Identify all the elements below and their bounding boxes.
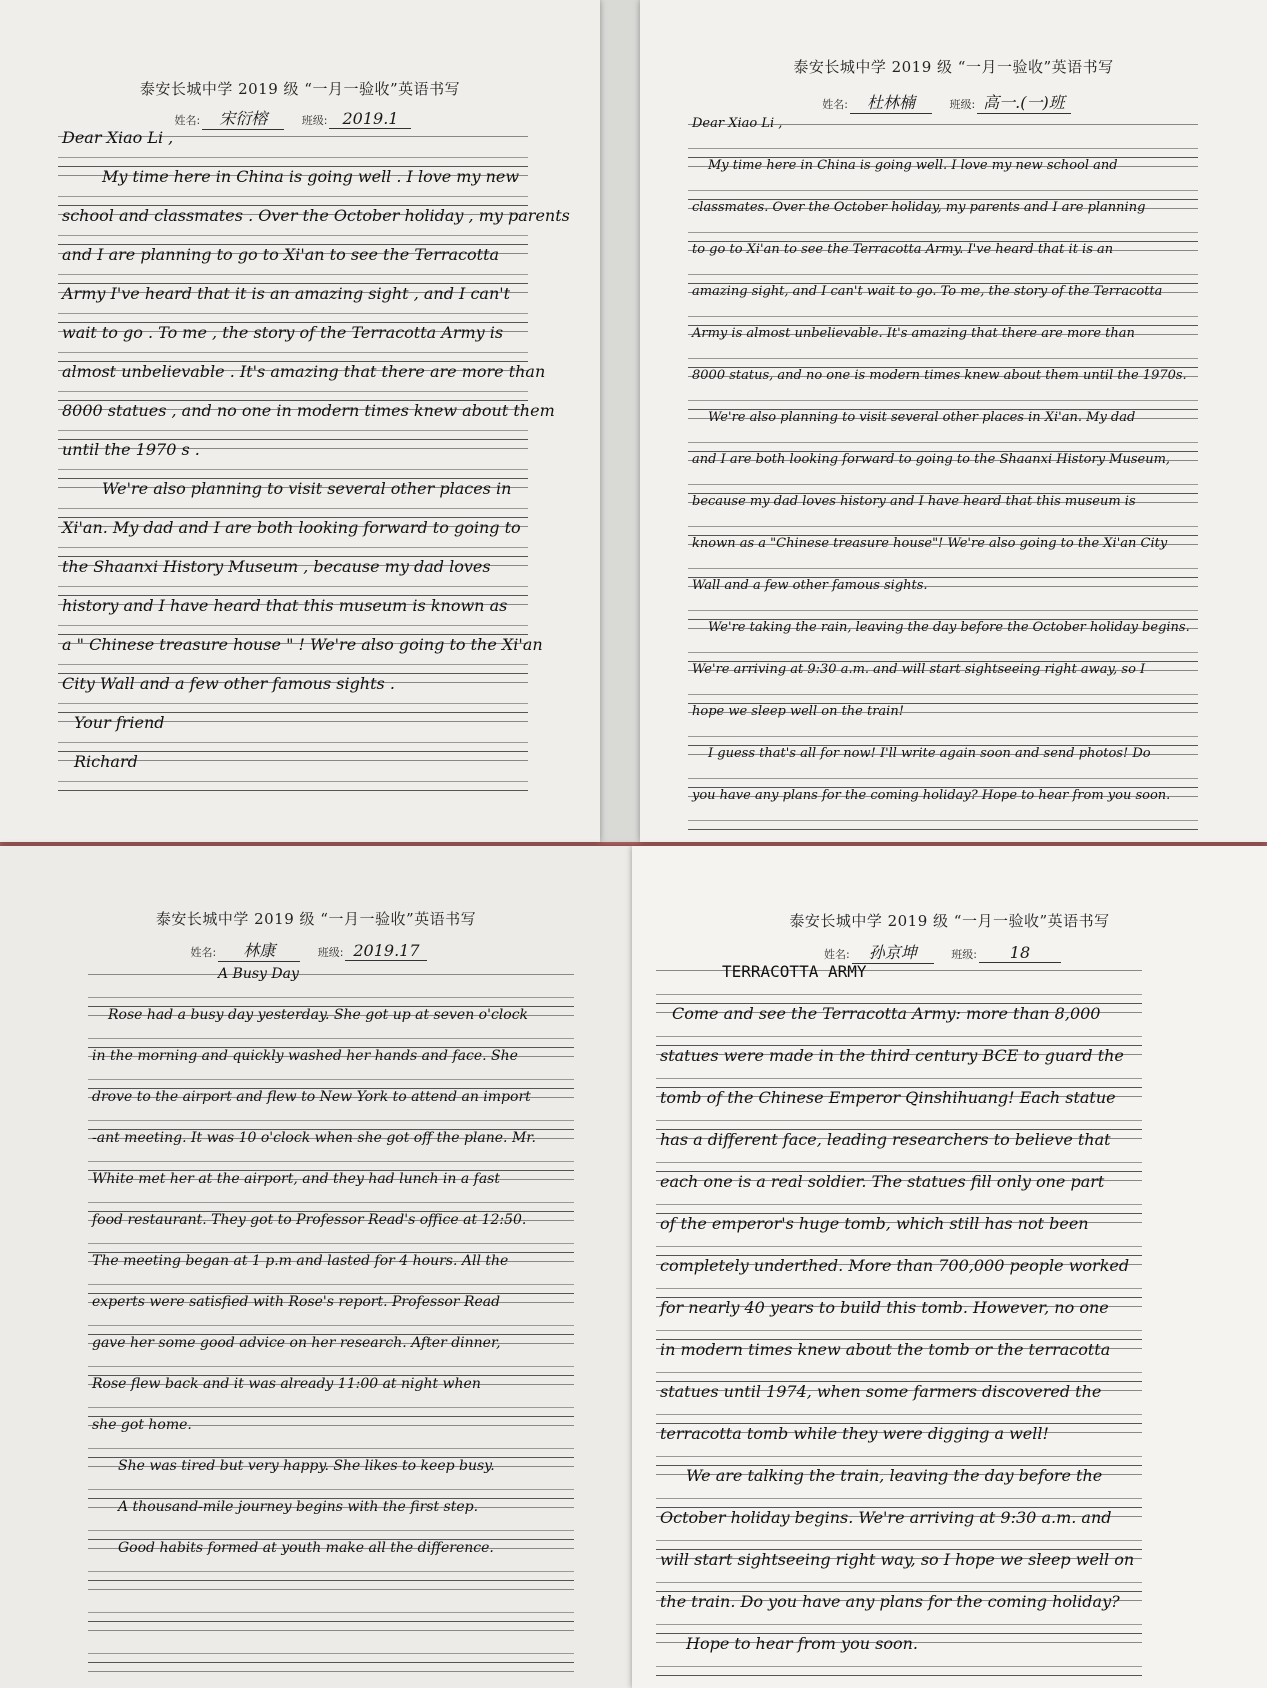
text-line: Dear Xiao Li , [688, 116, 1198, 158]
worksheet-1 [0, 0, 600, 842]
text-line: We're also planning to visit several other places in [58, 479, 528, 518]
text-line: hope we sleep well on the train! [688, 704, 1198, 746]
text-line: in the morning and quickly washed her hands and face. She [88, 1048, 574, 1089]
student-info [632, 940, 1267, 964]
text-line: has a different face, leading researchers to believe that [656, 1130, 1142, 1172]
worksheet-title: 泰安长城中学 2019 级 “一月一验收”英语书写 [789, 912, 1110, 930]
text-line: Dear Xiao Li , [58, 128, 528, 167]
name-label: 姓名: [174, 114, 201, 127]
text-line: classmates. Over the October holiday, my parents and I are planning [688, 200, 1198, 242]
text-line: White met her at the airport, and they had lunch in a fast [88, 1171, 574, 1212]
text-line: almost unbelievable . It's amazing that there are more than [58, 362, 528, 401]
text-line: We're also planning to visit several other places in Xi'an. My dad [688, 410, 1198, 452]
text-line: Rose had a busy day yesterday. She got up at seven o'clock [88, 1007, 574, 1048]
text-line: My time here in China is going well. I love my new school and [688, 158, 1198, 200]
class-label: 班级: [949, 98, 976, 111]
text-line: We're arriving at 9:30 a.m. and will start sightseeing right away, so I [688, 662, 1198, 704]
student-name: 宋衍榕 [202, 106, 284, 130]
text-line: Your friend [58, 713, 528, 752]
text-line: Army I've heard that it is an amazing sight , and I can't [58, 284, 528, 323]
student-info [640, 90, 1267, 114]
student-class: 高一.(一)班 [977, 90, 1071, 114]
student-class: 2019.1 [329, 109, 411, 129]
text-line: Rose flew back and it was already 11:00 at night when [88, 1376, 574, 1417]
text-line: Hope to hear from you soon. [656, 1634, 1142, 1676]
worksheet-title: 泰安长城中学 2019 级 “一月一验收”英语书写 [155, 910, 477, 928]
text-line: Xi'an. My dad and I are both looking forward to going to [58, 518, 528, 557]
handwriting-area [88, 966, 574, 1688]
text-line: history and I have heard that this museum is known as [58, 596, 528, 635]
handwriting-area [688, 116, 1198, 830]
text-line: until the 1970 s . [58, 440, 528, 479]
worksheet-title: 泰安长城中学 2019 级 “一月一验收”英语书写 [793, 58, 1114, 76]
student-name: 孙京坤 [852, 940, 934, 964]
text-line: Good habits formed at youth make all the difference. [88, 1540, 574, 1581]
text-line: TERRACOTTA ARMY [656, 962, 1142, 1004]
text-line: statues were made in the third century BCE to guard the [656, 1046, 1142, 1088]
text-line: food restaurant. They got to Professor Read's office at 12:50. [88, 1212, 574, 1253]
text-line: We are talking the train, leaving the day before the [656, 1466, 1142, 1508]
worksheet-4 [632, 846, 1267, 1688]
text-line: experts were satisfied with Rose's report. Professor Read [88, 1294, 574, 1335]
student-class: 18 [979, 943, 1061, 963]
text-line [88, 1622, 574, 1663]
text-line: of the emperor's huge tomb, which still has not been [656, 1214, 1142, 1256]
handwriting-area [58, 128, 570, 791]
worksheet-2 [640, 0, 1267, 842]
student-name: 杜林楠 [850, 90, 932, 114]
class-label: 班级: [951, 948, 977, 961]
text-line: known as a "Chinese treasure house"! We're also going to the Xi'an City [688, 536, 1198, 578]
text-line: A thousand-mile journey begins with the first step. [88, 1499, 574, 1540]
text-line: in modern times knew about the tomb or the terracotta [656, 1340, 1142, 1382]
text-line: 8000 status, and no one is modern times knew about them until the 1970s. [688, 368, 1198, 410]
text-line: each one is a real soldier. The statues fill only one part [656, 1172, 1142, 1214]
name-label: 姓名: [822, 98, 848, 111]
class-label: 班级: [301, 114, 328, 127]
text-line: drove to the airport and flew to New York to attend an import [88, 1089, 574, 1130]
name-label: 姓名: [190, 946, 217, 959]
text-line: a " Chinese treasure house " ! We're also going to the Xi'an [58, 635, 528, 674]
text-line: Wall and a few other famous sights. [688, 578, 1198, 620]
text-line: Come and see the Terracotta Army: more than 8,000 [656, 1004, 1142, 1046]
text-line: will start sightseeing right way, so I hope we sleep well on [656, 1550, 1142, 1592]
text-line: gave her some good advice on her research. After dinner, [88, 1335, 574, 1376]
text-line [88, 1581, 574, 1622]
worksheet-title: 泰安长城中学 2019 级 “一月一验收”英语书写 [139, 80, 461, 98]
text-line: tomb of the Chinese Emperor Qinshihuang! Each statue [656, 1088, 1142, 1130]
student-info [0, 938, 632, 962]
text-line: terracotta tomb while they were digging a well! [656, 1424, 1142, 1466]
student-info [0, 106, 600, 130]
handwriting-area [656, 962, 1142, 1676]
worksheet-3 [0, 846, 632, 1688]
text-line: you have any plans for the coming holiday? Hope to hear from you soon. [688, 788, 1198, 830]
text-line: We're taking the rain, leaving the day before the October holiday begins. [688, 620, 1198, 662]
text-line: 8000 statues , and no one in modern times knew about them [58, 401, 528, 440]
text-line: school and classmates . Over the October holiday , my parents [58, 206, 528, 245]
text-line: she got home. [88, 1417, 574, 1458]
text-line: statues until 1974, when some farmers discovered the [656, 1382, 1142, 1424]
text-line: Richard [58, 752, 528, 791]
page-gap [600, 0, 640, 842]
text-line: I guess that's all for now! I'll write again soon and send photos! Do [688, 746, 1198, 788]
text-line: She was tired but very happy. She likes to keep busy. [88, 1458, 574, 1499]
text-line: for nearly 40 years to build this tomb. However, no one [656, 1298, 1142, 1340]
text-line: My time here in China is going well . I love my new [58, 167, 528, 206]
student-name: 林康 [218, 938, 300, 962]
student-class: 2019.17 [345, 941, 427, 961]
text-line: and I are planning to go to Xi'an to see the Terracotta [58, 245, 528, 284]
text-line: wait to go . To me , the story of the Terracotta Army is [58, 323, 528, 362]
text-line: to go to Xi'an to see the Terracotta Army. I've heard that it is an [688, 242, 1198, 284]
text-line: City Wall and a few other famous sights . [58, 674, 528, 713]
text-line: completely underthed. More than 700,000 people worked [656, 1256, 1142, 1298]
text-line: October holiday begins. We're arriving at 9:30 a.m. and [656, 1508, 1142, 1550]
text-line: A Busy Day [88, 966, 574, 1007]
class-label: 班级: [317, 946, 344, 959]
text-line: the Shaanxi History Museum , because my dad loves [58, 557, 528, 596]
text-line: because my dad loves history and I have heard that this museum is [688, 494, 1198, 536]
text-line: amazing sight, and I can't wait to go. To me, the story of the Terracotta [688, 284, 1198, 326]
text-line: the train. Do you have any plans for the coming holiday? [656, 1592, 1142, 1634]
text-line: The meeting began at 1 p.m and lasted for 4 hours. All the [88, 1253, 574, 1294]
name-label: 姓名: [824, 948, 850, 961]
text-line: -ant meeting. It was 10 o'clock when she got off the plane. Mr. [88, 1130, 574, 1171]
text-line: and I are both looking forward to going to the Shaanxi History Museum, [688, 452, 1198, 494]
text-line: Army is almost unbelievable. It's amazing that there are more than [688, 326, 1198, 368]
text-line [88, 1663, 574, 1688]
